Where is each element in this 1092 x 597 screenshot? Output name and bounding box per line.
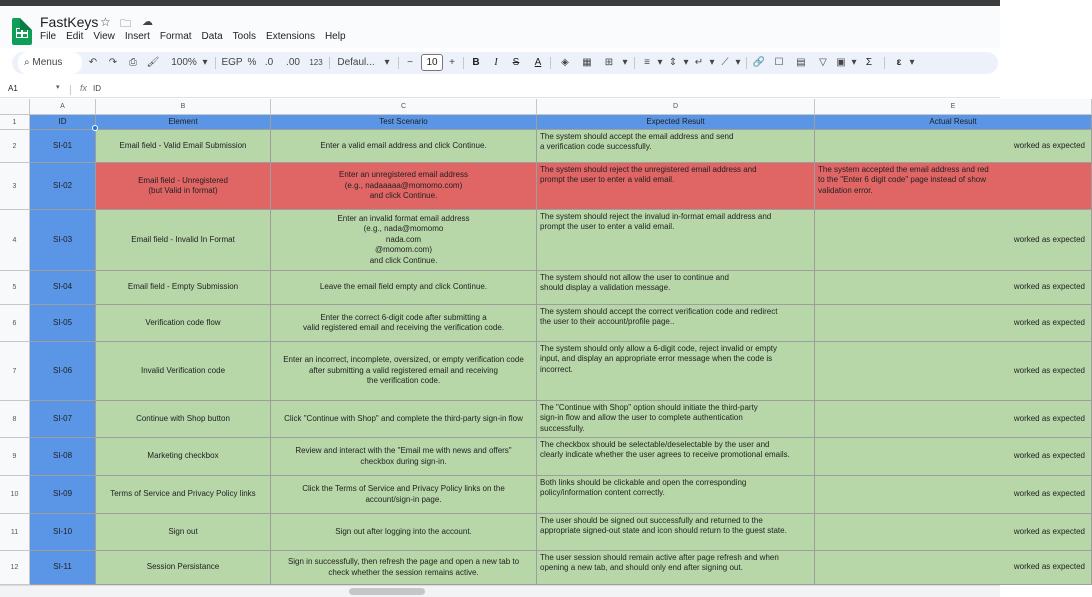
sheets-logo-icon[interactable] <box>12 18 32 45</box>
formula-bar <box>0 82 1000 98</box>
element-cell[interactable]: Email field - Valid Email Submission <box>96 130 271 163</box>
menu-extensions[interactable]: Extensions <box>266 31 315 42</box>
selection-handle[interactable] <box>92 125 98 131</box>
document-title[interactable]: FastKeys <box>40 14 99 30</box>
name-box[interactable]: A1 <box>8 84 18 93</box>
text-wrapping-icon[interactable]: ↵ <box>694 57 704 68</box>
merge-chevron-down-icon[interactable]: ▾ <box>622 57 628 68</box>
element-cell[interactable]: Invalid Verification code <box>96 342 271 401</box>
actual-cell[interactable]: worked as expected <box>815 210 1092 271</box>
zoom-select[interactable]: 100% <box>171 57 197 68</box>
row-header-11[interactable]: 11 <box>0 514 30 551</box>
fx-icon: fx <box>80 83 88 93</box>
scenario-cell[interactable]: Enter an invalid format email address (e.g., nada@momomo nada.com @momom.com) and click Continue. <box>271 210 537 271</box>
currency-format-button[interactable]: EGP <box>221 57 243 68</box>
name-box-chevron-down-icon[interactable]: ▾ <box>56 84 60 91</box>
functions-button[interactable]: Σ <box>865 57 873 68</box>
actual-cell[interactable]: worked as expected <box>815 130 1092 163</box>
formula-divider <box>70 85 71 95</box>
decrease-decimal-button[interactable]: .0 <box>264 57 274 68</box>
actual-cell[interactable]: worked as expected <box>815 438 1092 476</box>
column-header-b[interactable]: B <box>96 99 271 115</box>
expected-cell[interactable]: The checkbox should be selectable/deselectable by the user and clearly indicate whether the user agrees to receive promotional emails. <box>537 438 815 476</box>
horizontal-scrollbar-thumb[interactable] <box>349 588 425 595</box>
column-header-e[interactable]: E <box>815 99 1092 115</box>
menu-file[interactable]: File <box>40 31 57 42</box>
increase-decimal-button[interactable]: .00 <box>286 57 300 68</box>
id-cell[interactable]: SI-03 <box>30 210 96 271</box>
menu-format[interactable]: Format <box>159 31 192 42</box>
paint-format-icon[interactable]: 🖌 <box>146 57 160 68</box>
element-cell[interactable]: Email field - Invalid In Format <box>96 210 271 271</box>
element-cell[interactable]: Verification code flow <box>96 305 271 342</box>
column-header-a[interactable]: A <box>30 99 96 115</box>
horizontal-align-icon[interactable]: ≡ <box>644 57 650 68</box>
toolbar-divider <box>463 57 464 69</box>
element-cell[interactable]: Sign out <box>96 514 271 551</box>
actual-cell[interactable]: worked as expected <box>815 401 1092 438</box>
search-icon: ⌕ <box>24 57 33 68</box>
menu-data[interactable]: Data <box>201 31 223 42</box>
expected-cell[interactable]: Both links should be clickable and open the corresponding policy/information content correctly. <box>537 476 815 514</box>
strikethrough-button[interactable]: S <box>512 57 520 68</box>
id-cell[interactable]: SI-06 <box>30 342 96 401</box>
id-cell[interactable]: SI-01 <box>30 130 96 163</box>
row-header-1[interactable]: 1 <box>0 115 30 130</box>
print-icon[interactable]: ⎙ <box>129 57 137 68</box>
toolbar-divider <box>550 57 551 69</box>
menus-search-label: Menus <box>32 57 63 68</box>
italic-button[interactable]: I <box>494 57 498 68</box>
row-header-2[interactable]: 2 <box>0 130 30 163</box>
menu-view[interactable]: View <box>93 31 115 42</box>
undo-icon[interactable]: ↶ <box>88 57 98 68</box>
actual-cell[interactable]: worked as expected <box>815 476 1092 514</box>
column-header-c[interactable]: C <box>271 99 537 115</box>
actual-cell[interactable]: worked as expected <box>815 551 1092 585</box>
row-header-8[interactable]: 8 <box>0 401 30 438</box>
insert-link-icon[interactable]: 🔗 <box>752 57 766 68</box>
filter-views-icon[interactable]: ▣ <box>836 57 846 68</box>
id-cell[interactable]: SI-09 <box>30 476 96 514</box>
row-header-7[interactable]: 7 <box>0 342 30 401</box>
expected-cell[interactable]: The user should be signed out successfully and returned to the appropriate signed-out state and icon should return to the guest state. <box>537 514 815 551</box>
toolbar-divider <box>746 57 747 69</box>
scenario-cell[interactable]: Enter a valid email address and click Continue. <box>271 130 537 163</box>
scenario-cell[interactable]: Click the Terms of Service and Privacy Policy links on the account/sign-in page. <box>271 476 537 514</box>
app-header <box>0 6 1000 48</box>
scenario-cell[interactable]: Review and interact with the "Email me with news and offers" checkbox during sign-in. <box>271 438 537 476</box>
expected-cell[interactable]: The system should reject the invalud in-format email address and prompt the user to enter a valid email. <box>537 210 815 271</box>
header-cell-expected-result[interactable]: Expected Result <box>537 115 815 130</box>
row-header-6[interactable]: 6 <box>0 305 30 342</box>
input-tools-button[interactable]: ε <box>896 57 902 68</box>
id-cell[interactable]: SI-04 <box>30 271 96 305</box>
expected-cell[interactable]: The system should accept the email address and send a verification code successfully. <box>537 130 815 163</box>
formula-input[interactable]: ID <box>93 84 101 93</box>
id-cell[interactable]: SI-08 <box>30 438 96 476</box>
align-chevron-down-icon[interactable]: ▾ <box>657 57 663 68</box>
toolbar-divider <box>634 57 635 69</box>
text-rotation-icon[interactable]: ⟋ <box>721 57 729 68</box>
scenario-cell[interactable]: Leave the email field empty and click Continue. <box>271 271 537 305</box>
id-cell[interactable]: SI-10 <box>30 514 96 551</box>
toolbar-divider <box>215 57 216 69</box>
fill-color-icon[interactable]: ◈ <box>561 57 569 68</box>
id-cell[interactable]: SI-11 <box>30 551 96 585</box>
decrease-font-size-button[interactable]: − <box>407 57 413 68</box>
actual-cell[interactable]: worked as expected <box>815 305 1092 342</box>
select-all-corner[interactable] <box>0 99 30 115</box>
vertical-align-icon[interactable]: ⇕ <box>668 57 678 68</box>
toolbar-divider <box>398 57 399 69</box>
rotation-chevron-down-icon[interactable]: ▾ <box>735 57 741 68</box>
wrap-chevron-down-icon[interactable]: ▾ <box>709 57 715 68</box>
header-cell-actual-result[interactable]: Actual Result <box>815 115 1092 130</box>
expected-cell[interactable]: The system should reject the unregistered email address and prompt the user to enter a valid email. <box>537 163 815 210</box>
number-format-button[interactable]: 123 <box>309 58 323 67</box>
zoom-chevron-down-icon[interactable]: ▾ <box>202 57 208 68</box>
expected-cell[interactable]: The system should accept the correct verification code and redirect the user to their account/profile page.. <box>537 305 815 342</box>
element-cell[interactable]: Marketing checkbox <box>96 438 271 476</box>
toolbar-divider <box>329 57 330 69</box>
row-header-12[interactable]: 12 <box>0 551 30 585</box>
scenario-cell[interactable]: Sign out after logging into the account. <box>271 514 537 551</box>
insert-comment-icon[interactable]: ☐ <box>774 57 784 68</box>
font-select[interactable]: Defaul... <box>337 57 375 68</box>
expected-cell[interactable]: The system should not allow the user to continue and should display a validation message. <box>537 271 815 305</box>
header-cell-element[interactable]: Element <box>96 115 271 130</box>
row-header-9[interactable]: 9 <box>0 438 30 476</box>
id-cell[interactable]: SI-02 <box>30 163 96 210</box>
scenario-cell[interactable]: Enter the correct 6-digit code after submitting a valid registered email and receiving the verification code. <box>271 305 537 342</box>
column-header-d[interactable]: D <box>537 99 815 115</box>
actual-cell[interactable]: worked as expected <box>815 514 1092 551</box>
expected-cell[interactable]: The system should only allow a 6-digit code, reject invalid or empty input, and display an appropriate error message when the code is incorrect. <box>537 342 815 401</box>
filter-icon[interactable]: ▽ <box>819 57 827 68</box>
toolbar-divider <box>884 57 885 69</box>
scenario-cell[interactable]: Enter an incorrect, incomplete, oversized, or empty verification code after submitting a valid registered email and receiving the verification code. <box>271 342 537 401</box>
merge-cells-icon[interactable]: ⊞ <box>604 57 614 68</box>
menu-bar <box>40 31 346 42</box>
element-cell[interactable]: Email field - Empty Submission <box>96 271 271 305</box>
toolbar <box>12 52 998 74</box>
id-cell[interactable]: SI-07 <box>30 401 96 438</box>
valign-chevron-down-icon[interactable]: ▾ <box>683 57 689 68</box>
bold-button[interactable]: B <box>472 57 480 68</box>
redo-icon[interactable]: ↷ <box>108 57 118 68</box>
text-color-button[interactable]: A <box>534 57 542 68</box>
menu-help[interactable]: Help <box>324 31 346 42</box>
element-cell[interactable]: Session Persistance <box>96 551 271 585</box>
expected-cell[interactable]: The user session should remain active after page refresh and when opening a new tab, and should only end after signing out. <box>537 551 815 585</box>
row-header-10[interactable]: 10 <box>0 476 30 514</box>
scenario-cell[interactable]: Enter an unregistered email address (e.g., nadaaaaa@momomo.com) and click Continue. <box>271 163 537 210</box>
menu-edit[interactable]: Edit <box>66 31 84 42</box>
insert-chart-icon[interactable]: ▤ <box>796 57 806 68</box>
actual-cell[interactable]: worked as expected <box>815 271 1092 305</box>
scenario-cell[interactable]: Sign in successfully, then refresh the page and open a new tab to check whether the session remains active. <box>271 551 537 585</box>
menu-tools[interactable]: Tools <box>232 31 257 42</box>
input-tools-chevron-down-icon[interactable]: ▾ <box>909 57 915 68</box>
filter-views-chevron-down-icon[interactable]: ▾ <box>851 57 857 68</box>
actual-cell[interactable]: The system accepted the email address and red to the "Enter 6 digit code" page instead of show validation error. <box>815 163 1092 210</box>
borders-icon[interactable]: ▦ <box>582 57 592 68</box>
menu-insert[interactable]: Insert <box>124 31 150 42</box>
expected-cell[interactable]: The "Continue with Shop" option should initiate the third-party sign-in flow and allow the user to complete authentication successfully. <box>537 401 815 438</box>
element-cell[interactable]: Email field - Unregistered (but Valid in format) <box>96 163 271 210</box>
increase-font-size-button[interactable]: + <box>449 57 455 68</box>
row-header-4[interactable]: 4 <box>0 210 30 271</box>
element-cell[interactable]: Continue with Shop button <box>96 401 271 438</box>
font-size-input[interactable]: 10 <box>421 54 443 71</box>
folder-icon[interactable]: 🗀 <box>120 18 131 30</box>
menus-search[interactable] <box>18 52 82 74</box>
scenario-cell[interactable]: Click "Continue with Shop" and complete the third-party sign-in flow <box>271 401 537 438</box>
cloud-status-icon[interactable]: ☁ <box>142 16 153 28</box>
element-cell[interactable]: Terms of Service and Privacy Policy links <box>96 476 271 514</box>
header-cell-test-scenario[interactable]: Test Scenario <box>271 115 537 130</box>
row-header-3[interactable]: 3 <box>0 163 30 210</box>
header-cell-id[interactable]: ID <box>30 115 96 130</box>
row-header-5[interactable]: 5 <box>0 271 30 305</box>
percent-format-button[interactable]: % <box>247 57 257 68</box>
star-icon[interactable]: ☆ <box>100 15 111 29</box>
font-chevron-down-icon[interactable]: ▾ <box>384 57 390 68</box>
actual-cell[interactable]: worked as expected <box>815 342 1092 401</box>
horizontal-scrollbar[interactable] <box>0 585 1000 597</box>
id-cell[interactable]: SI-05 <box>30 305 96 342</box>
